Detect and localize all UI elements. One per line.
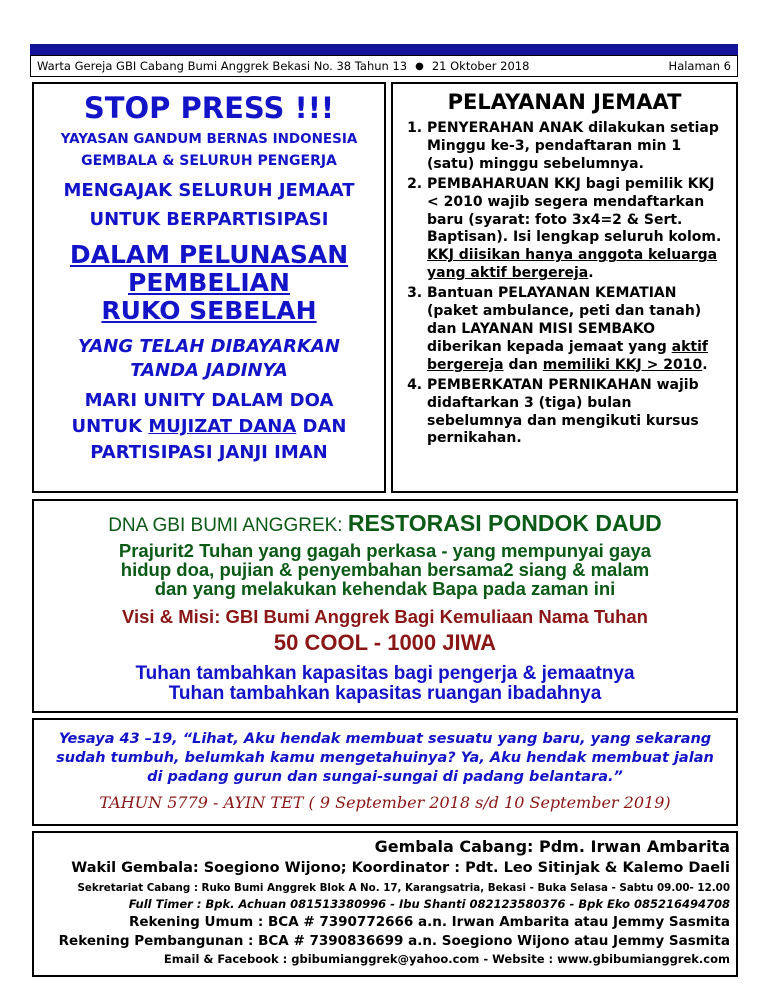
- stop-line: PEMBELIAN: [128, 267, 290, 297]
- stop-line: UNTUK BERPARTISIPASI: [89, 209, 329, 231]
- gembala-text: Gembala Cabang: Pdm. Irwan Ambarita: [374, 837, 730, 856]
- visi-misi: Visi & Misi: GBI Bumi Anggrek Bagi Kemuliaan Nama Tuhan: [122, 606, 648, 628]
- sekretariat-text: Sekretariat Cabang : Ruko Bumi Anggrek Blok A No. 17, Karangsatria, Bekasi - Buka Selasa - Sabtu 09.00- 12.00: [77, 882, 730, 894]
- dna-heading: DNA GBI BUMI ANGGREK: RESTORASI PONDOK DAUD: [108, 510, 662, 536]
- bullet-icon: ●: [415, 60, 424, 72]
- dna-line: dan yang melakukan kehendak Bapa pada zaman ini: [154, 578, 616, 600]
- rekening-umum: Rekening Umum : BCA # 7390772666 a.n. Irwan Ambarita atau Jemmy Sasmita: [128, 914, 730, 930]
- pelayanan-list: [401, 120, 728, 448]
- header-bar: [30, 44, 738, 55]
- footer-box: [32, 831, 738, 977]
- stop-press-title: STOP PRESS !!!: [83, 91, 335, 125]
- wakil-text: Wakil Gembala: Soegiono Wijono; Koordinator : Pdt. Leo Sitinjak & Kalemo Daeli: [71, 860, 730, 876]
- tahun-text: TAHUN 5779 - AYIN TET ( 9 September 2018 s/d 10 September 2019): [99, 792, 671, 812]
- page-number: Halaman 6: [668, 59, 731, 73]
- header-title: Warta Gereja GBI Cabang Bumi Anggrek Bekasi No. 38 Tahun 13: [37, 59, 408, 73]
- list-item: 3. Bantuan PELAYANAN KEMATIAN (paket ambulance, peti dan tanah) dan LAYANAN MISI SEMBAKO diberikan kepada jemaat yang aktif bergereja dan memiliki KKJ > 2010.: [427, 285, 728, 375]
- stop-line: PARTISIPASI JANJI IMAN: [90, 442, 328, 464]
- header: [30, 55, 738, 77]
- stop-line: YAYASAN GANDUM BERNAS INDONESIA: [60, 131, 358, 148]
- stop-line: RUKO SEBELAH: [101, 295, 317, 325]
- stop-line: TANDA JADINYA: [130, 359, 288, 381]
- stop-line: MARI UNITY DALAM DOA: [84, 389, 334, 411]
- yesaya-box: [32, 718, 738, 826]
- rekening-pembangunan: Rekening Pembangunan : BCA # 7390836699 a.n. Soegiono Wijono atau Jemmy Sasmita: [58, 933, 730, 949]
- stop-line: UNTUK MUJIZAT DANA DAN: [71, 416, 347, 438]
- list-item: 2. PEMBAHARUAN KKJ bagi pemilik KKJ < 2010 wajib segera mendaftarkan baru (syarat: foto 3x4=2 & Sert. Baptisan). Isi lengkap seluruh kolom. KKJ diisikan hanya anggota keluarga yang aktif bergereja.: [427, 176, 728, 283]
- fulltimer-text: Full Timer : Bpk. Achuan 081513380996 - Ibu Shanti 082123580376 - Bpk Eko 085216494708: [128, 897, 730, 911]
- dna-line: hidup doa, pujian & penyembahan bersama2 siang & malam: [120, 559, 650, 581]
- dna-line: Tuhan tambahkan kapasitas bagi pengerja & jemaatnya: [135, 663, 635, 685]
- header-date: 21 Oktober 2018: [431, 59, 530, 73]
- stop-line: YANG TELAH DIBAYARKAN: [78, 335, 340, 357]
- list-item: 1. PENYERAHAN ANAK dilakukan setiap Minggu ke-3, pendaftaran min 1 (satu) minggu sebelumnya.: [427, 120, 728, 174]
- yesaya-verse: Yesaya 43 –19, “Lihat, Aku hendak membuat sesuatu yang baru, yang sekarang sudah tumbuh, belumkah kamu mengetahuinya? Ya, Aku hendak membuat jalan di padang gurun dan sungai-sungai di padang belantara.”: [56, 731, 714, 785]
- stop-line: DALAM PELUNASAN: [69, 239, 349, 269]
- list-item: 4. PEMBERKATAN PERNIKAHAN wajib didaftarkan 3 (tiga) bulan sebelumnya dan mengikuti kursus pernikahan.: [427, 377, 728, 449]
- dna-line: Tuhan tambahkan kapasitas ruangan ibadahnya: [168, 683, 602, 705]
- pelayanan-box: [391, 82, 738, 493]
- cool-jiwa: 50 COOL - 1000 JIWA: [273, 630, 497, 656]
- dna-box: [32, 499, 738, 713]
- stop-line: GEMBALA & SELURUH PENGERJA: [81, 152, 337, 169]
- dna-line: Prajurit2 Tuhan yang gagah perkasa - yang mempunyai gaya: [118, 540, 652, 561]
- stop-line: MENGAJAK SELURUH JEMAAT: [63, 180, 355, 202]
- email-website: Email & Facebook : gbibumianggrek@yahoo.com - Website : www.gbibumianggrek.com: [163, 952, 730, 966]
- stop-press-box: [32, 82, 386, 493]
- pelayanan-title: PELAYANAN JEMAAT: [447, 90, 682, 114]
